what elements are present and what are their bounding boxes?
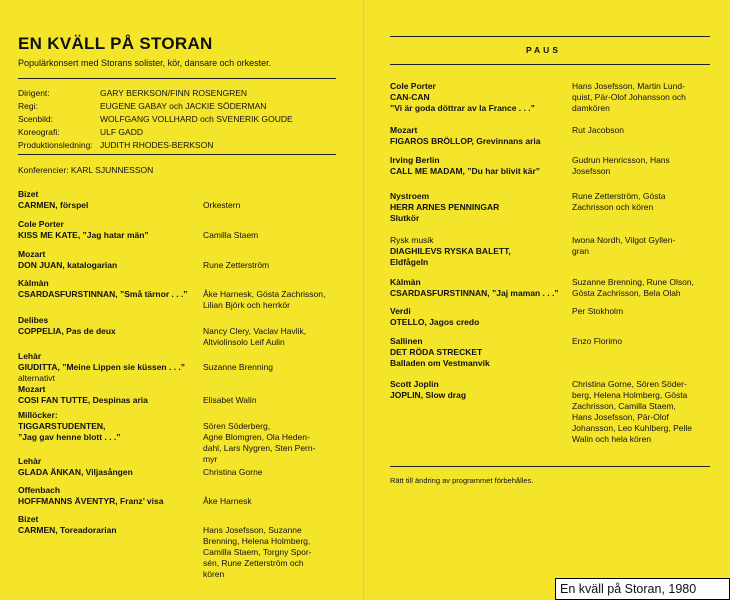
composer: Bizet [18, 189, 39, 199]
divider [18, 154, 336, 155]
composer: Rysk musik [390, 235, 434, 245]
composer: Kàlmàn [18, 278, 49, 288]
performers: Brenning, Helena Holmberg, [203, 536, 311, 546]
performers: myr [203, 454, 218, 464]
performers: Zachrisson och kören [572, 202, 654, 212]
divider [390, 466, 710, 467]
credit-label: Scenbild: [18, 114, 53, 124]
performers: Per Stokholm [572, 306, 624, 316]
performers: Christina Gorne, Sören Söder- [572, 379, 687, 389]
performers: berg, Helena Holmberg, Gösta [572, 390, 688, 400]
work-title: CARMEN, Toreadorarian [18, 525, 117, 535]
performers: Hans Josefsson, Pär-Olof [572, 412, 669, 422]
credit-value: GARY BERKSON/FINN ROSENGREN [100, 88, 248, 98]
composer: Mozart [18, 249, 46, 259]
divider [18, 78, 336, 79]
credit-value: ULF GADD [100, 127, 143, 137]
image-caption: En kväll på Storan, 1980 [555, 578, 730, 600]
work-title: COPPELIA, Pas de deux [18, 326, 116, 336]
performers: Johansson, Leo Kuhlberg, Pelle [572, 423, 693, 433]
performers: Walin och hela kören [572, 434, 652, 444]
work-title: KISS ME KATE, ”Jag hatar män” [18, 230, 149, 240]
performers: dahl, Lars Nygren, Sten Pern- [203, 443, 316, 453]
performers: Gudrun Henricsson, Hans [572, 155, 670, 165]
performers: Åke Harnesk [203, 496, 252, 506]
composer: Delibes [18, 315, 49, 325]
composer: Millöcker: [18, 410, 58, 420]
performers: Camilla Staem, Torgny Spor- [203, 547, 312, 557]
work-title: DIAGHILEVS RYSKA BALETT, [390, 246, 511, 256]
performers: Iwona Nordh, Vilgot Gyllen- [572, 235, 676, 245]
performers: Camilla Staem [203, 230, 259, 240]
work-title: HERR ARNES PENNINGAR [390, 202, 500, 212]
composer: Offenbach [18, 485, 61, 495]
credit-label: Produktionsledning: [18, 140, 93, 150]
divider [390, 36, 710, 37]
composer: Cole Porter [390, 81, 436, 91]
work-title: alternativt [18, 373, 55, 383]
performers: Elisabet Walin [203, 395, 257, 405]
work-title: JOPLIN, Slow drag [390, 390, 467, 400]
performers: Suzanne Brenning [203, 362, 273, 372]
konferencier: Konferencier: KARL SJUNNESSON [18, 165, 154, 175]
work-title: HOFFMANNS ÄVENTYR, Franz’ visa [18, 496, 164, 506]
performers: Suzanne Brenning, Rune Olson, [572, 277, 694, 287]
performers: sén, Rune Zetterström och [203, 558, 304, 568]
work-title: CARMEN, förspel [18, 200, 89, 210]
page-title: EN KVÄLL PÅ STORAN [18, 34, 213, 53]
work-title: Eldfågeln [390, 257, 429, 267]
work-title: DON JUAN, katalogarian [18, 260, 118, 270]
performers: Zachrisson, Camilla Staem, [572, 401, 676, 411]
performers: kören [203, 569, 225, 579]
performers: Hans Josefsson, Martin Lund- [572, 81, 685, 91]
work-title: Balladen om Vestmanvik [390, 358, 490, 368]
performers: Orkestern [203, 200, 241, 210]
work-title: CSARDASFURSTINNAN, ”Små tärnor . . .” [18, 289, 188, 299]
work-title: CALL ME MADAM, ”Du har blivit kär” [390, 166, 541, 176]
performers: Altviolinsolo Leif Aulin [203, 337, 285, 347]
performers: Lilian Björk och herrkör [203, 300, 290, 310]
performers: Rune Zetterström, Gösta [572, 191, 666, 201]
composer: Bizet [18, 514, 39, 524]
composer: Lehàr [18, 351, 42, 361]
credit-label: Koreografi: [18, 127, 60, 137]
composer: Lehàr [18, 456, 42, 466]
performers: Agne Blomgren, Ola Heden- [203, 432, 310, 442]
work-title: Slutkör [390, 213, 420, 223]
work-title: FIGAROS BRÖLLOP, Grevinnans aria [390, 136, 541, 146]
work-title: ”Jag gav henne blott . . .” [18, 432, 121, 442]
work-title: COSI FAN TUTTE, Despinas aria [18, 395, 148, 405]
composer: Irving Berlin [390, 155, 440, 165]
left-page [0, 0, 364, 600]
performers: Josefsson [572, 166, 611, 176]
performers: Rune Zetterström [203, 260, 270, 270]
performers: Enzo Florimo [572, 336, 623, 346]
performers: Gösta Zachrisson, Bela Olah [572, 288, 681, 298]
disclaimer-note: Rätt till ändring av programmet förbehålles. [390, 476, 534, 485]
work-title: GIUDITTA, ”Meine Lippen sie küssen . . .” [18, 362, 186, 372]
credit-label: Dirigent: [18, 88, 50, 98]
right-page [366, 0, 730, 600]
page-subtitle: Populärkonsert med Storans solister, kör, dansare och orkester. [18, 58, 272, 68]
work-title: Mozart [18, 384, 46, 394]
performers: quist, Pär-Olof Johansson och [572, 92, 686, 102]
composer: Scott Joplin [390, 379, 439, 389]
credit-value: JUDITH RHODES-BERKSON [100, 140, 214, 150]
credit-value: WOLFGANG VOLLHARD och SVENERIK GOUDE [100, 114, 293, 124]
composer: Mozart [390, 125, 418, 135]
composer: Kàlmàn [390, 277, 421, 287]
work-title: OTELLO, Jagos credo [390, 317, 480, 327]
composer: Cole Porter [18, 219, 64, 229]
composer: Verdi [390, 306, 411, 316]
performers: gran [572, 246, 590, 256]
credit-label: Regi: [18, 101, 38, 111]
performers: Christina Gorne [203, 467, 263, 477]
work-title: DET RÖDA STRECKET [390, 347, 483, 357]
performers: Nancy Clery, Vaclav Havlik, [203, 326, 307, 336]
work-title: CAN-CAN [390, 92, 430, 102]
performers: Sören Söderberg, [203, 421, 271, 431]
composer: Nystroem [390, 191, 430, 201]
performers: Hans Josefsson, Suzanne [203, 525, 302, 535]
intermission-heading: PAUS [526, 45, 561, 55]
work-title: CSARDASFURSTINNAN, ”Jaj maman . . .” [390, 288, 559, 298]
credit-value: EUGENE GABAY och JACKIE SÖDERMAN [100, 101, 267, 111]
performers: damkören [572, 103, 610, 113]
composer: Sallinen [390, 336, 423, 346]
performers: Rut Jacobson [572, 125, 624, 135]
work-title: TIGGARSTUDENTEN, [18, 421, 106, 431]
divider [390, 64, 710, 65]
work-title: ”Vi är goda döttrar av la France . . .” [390, 103, 535, 113]
work-title: GLADA ÄNKAN, Viljasången [18, 467, 133, 477]
performers: Åke Harnesk, Gösta Zachrisson, [203, 289, 326, 299]
